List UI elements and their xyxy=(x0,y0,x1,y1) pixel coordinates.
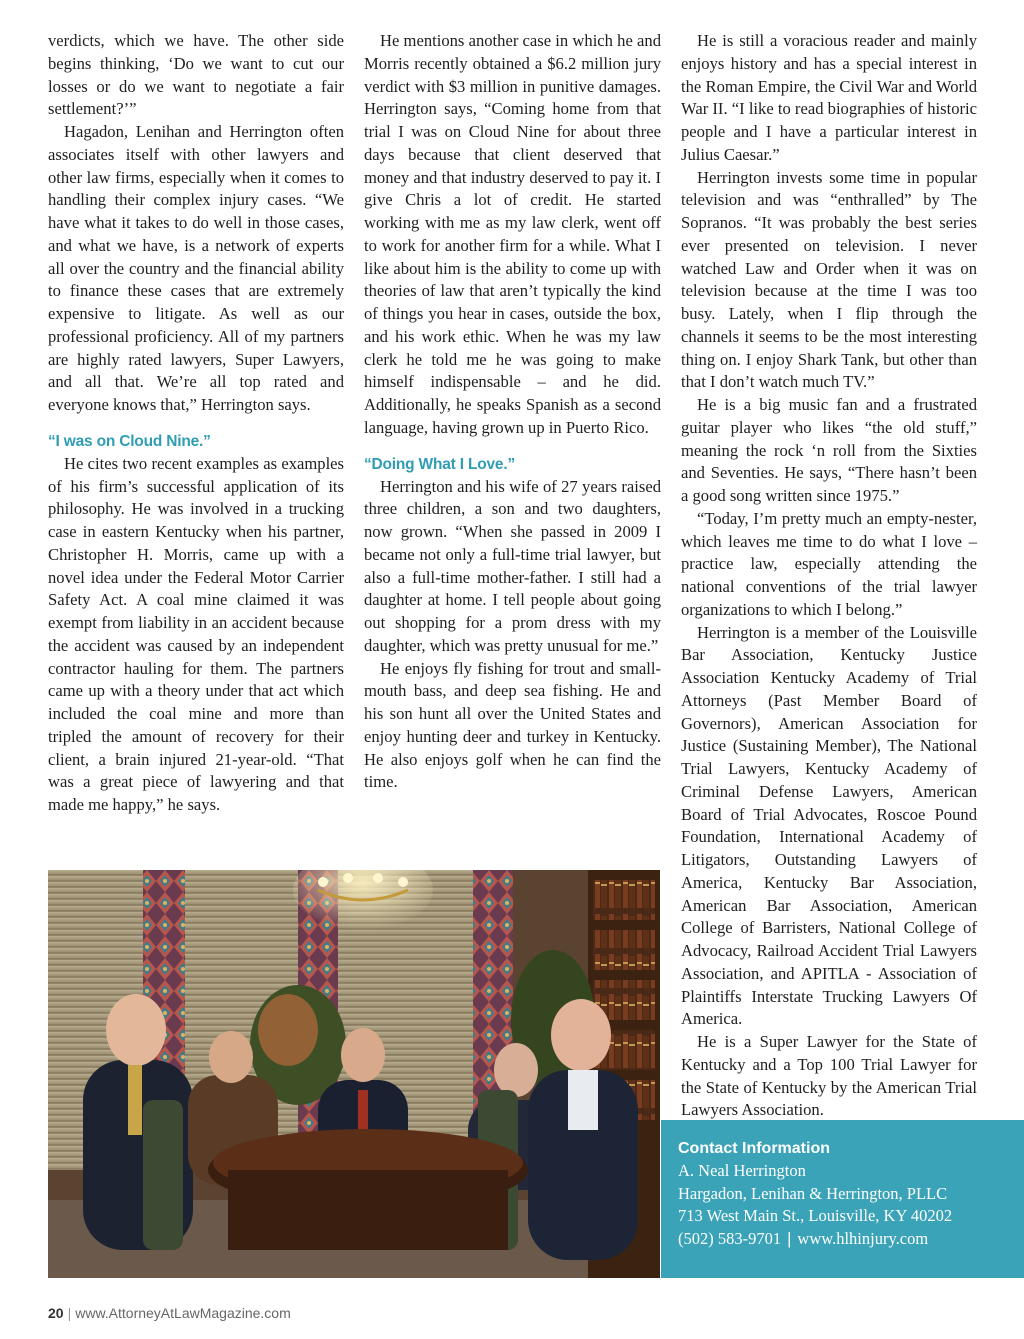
body-paragraph: He enjoys fly fishing for trout and small-mouth bass, and deep sea fishing. He and his son hunt all over the United States and enjoy hunting deer and turkey in Kentucky. He also enjoys golf when he can find the time. xyxy=(364,658,661,792)
section-subhead: “I was on Cloud Nine.” xyxy=(48,432,211,450)
article-column-3 xyxy=(681,30,977,1122)
body-paragraph: “Today, I’m pretty much an empty-nester, which leaves me time to do what I love – practice law, especially attending the national conventions of the trial lawyer organizations to which I belong.” xyxy=(681,508,977,619)
body-paragraph: He is a big music fan and a frustrated guitar player who likes “the old stuff,” meaning the rock ‘n roll from the Sixties and Seventies. He says, “There hasn’t been a good song written since 1975.” xyxy=(681,395,977,505)
contact-box xyxy=(661,1120,1024,1278)
page-footer xyxy=(48,1305,291,1321)
article-column-2 xyxy=(364,30,661,794)
footer-site-link[interactable]: www.AttorneyAtLawMagazine.com xyxy=(75,1305,291,1321)
body-paragraph: He cites two recent examples as examples of his firm’s successful application of its philosophy. He was involved in a trucking case in eastern Kentucky when his partner, Christopher H. Morris, came up with a novel idea under the Federal Motor Carrier Safety Act. A coal mine claimed it was exempt from liability in an accident because the accident was caused by an independent contractor hauling for them. The partners came up with a theory under that act which included the coal mine and more than tripled the amount of recovery for their client, a brain injured 21-year-old. “That was a great piece of lawyering and that made me happy,” he says. xyxy=(48,453,344,814)
contact-website-link[interactable]: www.hlhinjury.com xyxy=(797,1229,929,1249)
body-paragraph: He is a Super Lawyer for the State of Kentucky and a Top 100 Trial Lawyer for the State of Kentucky by the American Trial Lawyers Association. xyxy=(681,1032,977,1120)
article-column-1 xyxy=(48,30,344,817)
page-number: 20 xyxy=(48,1305,64,1321)
group-photo xyxy=(48,870,660,1278)
contact-firm: Hargadon, Lenihan & Herrington, PLLC xyxy=(678,1183,948,1203)
body-paragraph: Herrington invests some time in popular television and was “enthralled” by The Sopranos. “It was probably the best series ever presented on television. I never watched Law and Order when it was on television because at the time I was too busy. Lately, when I flip through the channels it seems to be the most interesting thing on. I enjoy Shark Tank, but other than that I don’t watch much TV.” xyxy=(681,167,977,392)
body-paragraph: Hagadon, Lenihan and Herrington often associates itself with other lawyers and other law firms, especially when it comes to handling their complex injury cases. “We have what it takes to do well in those cases, and what we have, is a network of experts all over the country and the financial ability to finance these cases that are extremely expensive to litigate. As well as our professional proficiency. All of my partners are highly rated lawyers, Super Lawyers, and all that. We’re all top rated and everyone knows that,” Herrington says. xyxy=(48,122,344,414)
contact-title: Contact Information xyxy=(678,1140,830,1157)
body-paragraph: verdicts, which we have. The other side begins thinking, ‘Do we want to cut our losses or do we want to negotiate a fair settlement?’” xyxy=(48,31,344,119)
contact-separator: | xyxy=(787,1230,792,1249)
body-paragraph: Herrington and his wife of 27 years raised three children, a son and two daughters, now grown. “When she passed in 2009 I became not only a full-time trial lawyer, but also a full-time mother-father. I still had a daughter at home. I tell people about going out shopping for a prom dress with my daughter, which was pretty unusual for me.” xyxy=(364,476,661,655)
footer-separator: | xyxy=(67,1305,72,1321)
contact-phone-web xyxy=(678,1228,952,1251)
body-paragraph: He is still a voracious reader and mainly enjoys history and has a special interest in the Roman Empire, the Civil War and World War II. “I like to read biographies of historic people and I have a particular interest in Julius Caesar.” xyxy=(681,31,977,164)
section-subhead: “Doing What I Love.” xyxy=(364,455,515,473)
body-paragraph: He mentions another case in which he and Morris recently obtained a $6.2 million jury verdict with $3 million in punitive damages. Herrington says, “Coming home from that trial I was on Cloud Nine for about three days because that client deserved that money and that industry deserved to pay it. I give Chris a lot of credit. He started working with me as my law clerk, went off to work for another firm for a while. What I like about him is the ability to come up with theories of law that aren’t typically the kind of things you hear in cases, outside the box, and his work ethic. When he was my law clerk he told me he was going to make himself indispensable – and he did. Additionally, he speaks Spanish as a second language, having grown up in Puerto Rico. xyxy=(364,31,661,437)
contact-name: A. Neal Herrington xyxy=(678,1161,806,1180)
contact-address: 713 West Main St., Louisville, KY 40202 xyxy=(678,1206,953,1226)
group-photo-illustration xyxy=(48,870,660,1278)
contact-phone: (502) 583-9701 xyxy=(678,1229,782,1249)
body-paragraph: Herrington is a member of the Louisville Bar Association, Kentucky Justice Association Kentucky Academy of Trial Attorneys (Past Member Board of Governors), American Association for Justice (Sustaining Member), The National Trial Lawyers, Kentucky Academy of Criminal Defense Lawyers, American Board of Trial Advocates, Roscoe Pound Foundation, International Academy of Litigators, Outstanding Lawyers of America, Kentucky Bar Association, American Bar Association, American College of Barristers, National College of Advocacy, Railroad Accident Trial Lawyers Association, and APITLA - Association of Plaintiffs Interstate Trucking Lawyers Of America. xyxy=(681,622,977,1029)
